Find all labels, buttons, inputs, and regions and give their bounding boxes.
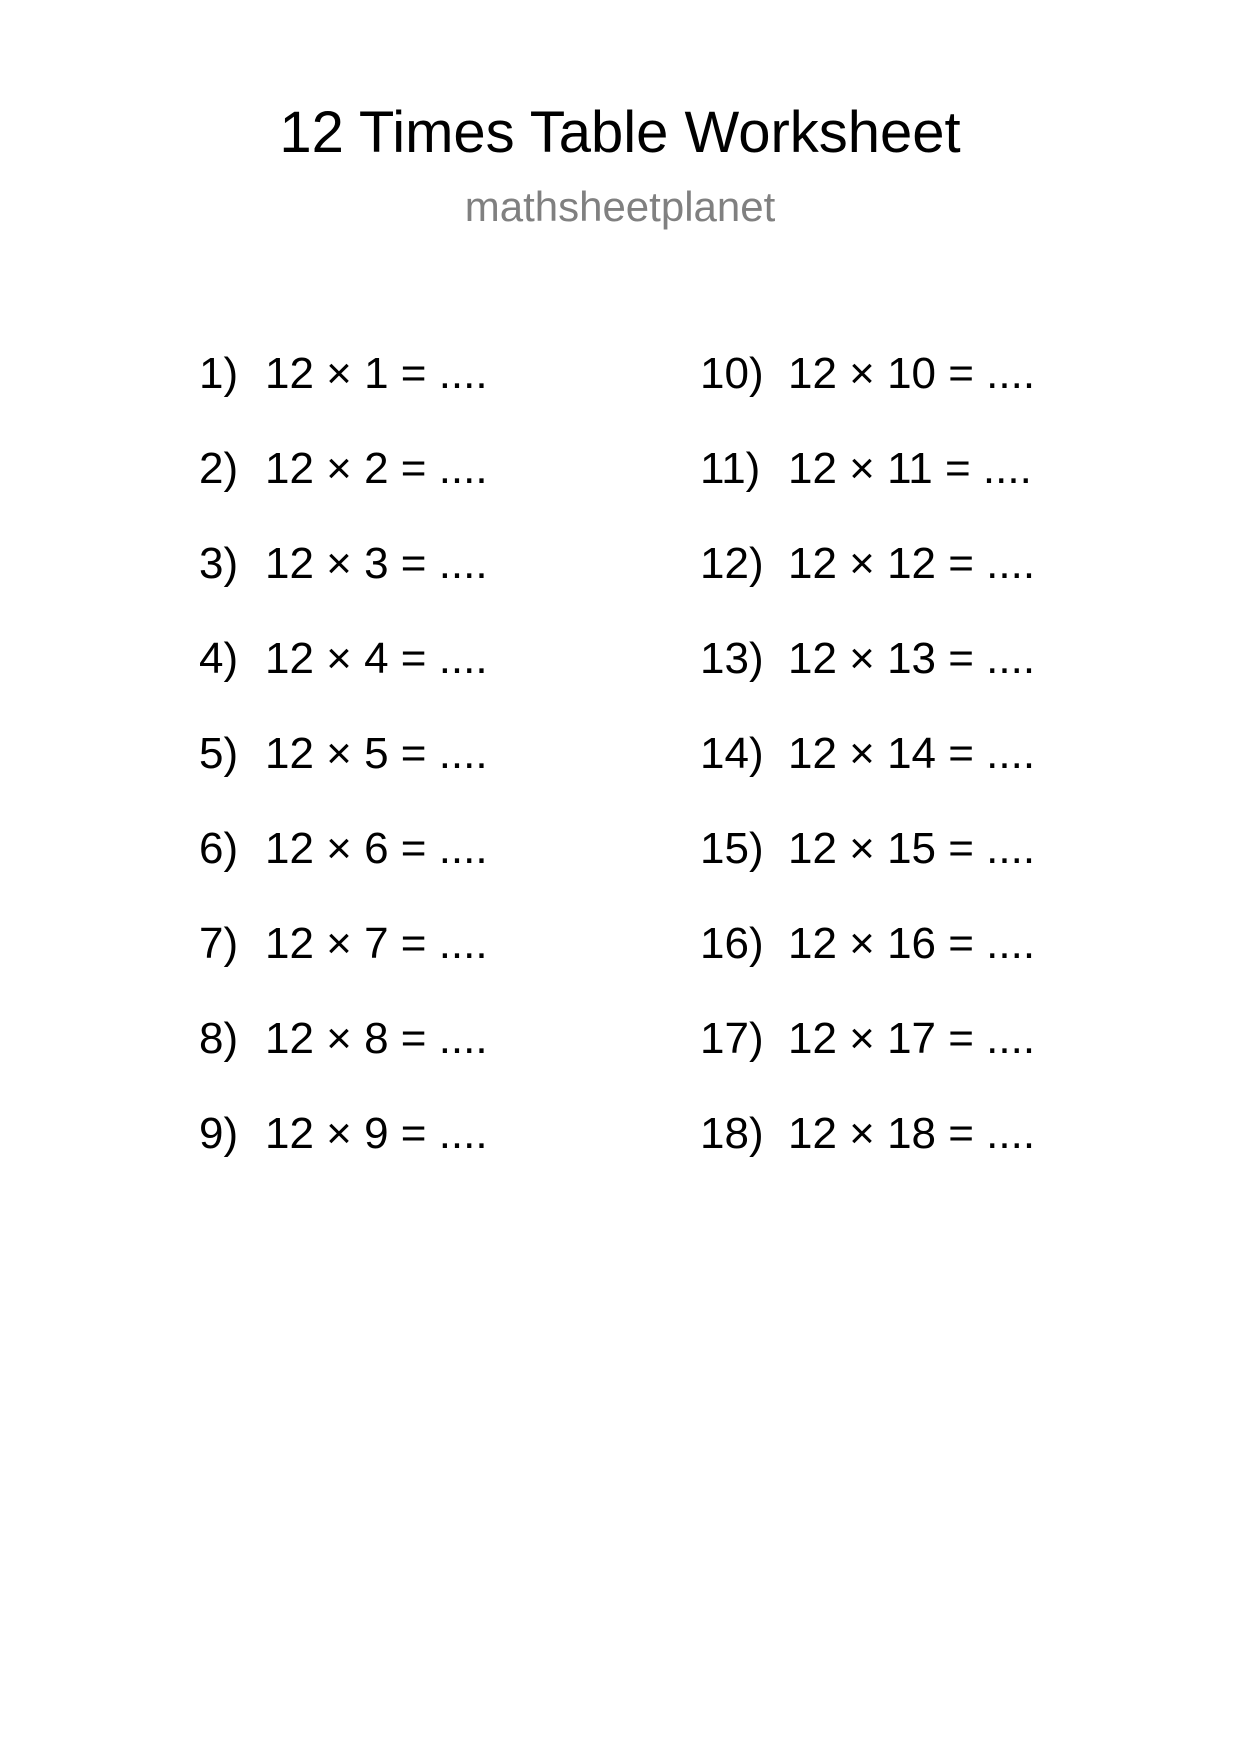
problem-item: [700, 1108, 1035, 1203]
problem-item: [199, 633, 488, 728]
worksheet-title: 12 Times Table Worksheet: [279, 100, 961, 165]
problem-number: 14): [700, 729, 764, 778]
problem-number: 13): [700, 634, 764, 683]
problem-number: 3): [199, 539, 239, 588]
problem-number: 2): [199, 444, 239, 493]
problem-expression: 12 × 1 = ....: [265, 349, 488, 398]
problem-expression: 12 × 15 = ....: [788, 824, 1036, 873]
problem-number: 1): [199, 349, 239, 398]
problem-number: 8): [199, 1014, 239, 1063]
problem-expression: 12 × 9 = ....: [265, 1109, 488, 1158]
problem-number: 7): [199, 919, 239, 968]
problem-number: 6): [199, 824, 239, 873]
problem-expression: 12 × 5 = ....: [265, 729, 488, 778]
problem-number: 17): [700, 1014, 764, 1063]
problem-number: 5): [199, 729, 239, 778]
problem-item: [700, 1013, 1035, 1108]
problem-expression: 12 × 14 = ....: [788, 729, 1036, 778]
problem-item: [199, 918, 488, 1013]
problem-number: 16): [700, 919, 764, 968]
problem-item: [199, 1013, 488, 1108]
problem-item: [700, 538, 1035, 633]
problem-column-left: [199, 348, 488, 1203]
problem-item: [199, 348, 488, 443]
problem-item: [700, 443, 1035, 538]
problem-expression: 12 × 13 = ....: [788, 634, 1036, 683]
problem-expression: 12 × 18 = ....: [788, 1109, 1036, 1158]
problem-expression: 12 × 3 = ....: [265, 539, 488, 588]
problem-expression: 12 × 8 = ....: [265, 1014, 488, 1063]
problem-number: 4): [199, 634, 239, 683]
problem-item: [199, 728, 488, 823]
problem-item: [700, 728, 1035, 823]
problem-item: [199, 1108, 488, 1203]
problem-expression: 12 × 16 = ....: [788, 919, 1036, 968]
problem-item: [700, 823, 1035, 918]
problem-number: 11): [700, 444, 761, 493]
problem-expression: 12 × 2 = ....: [265, 444, 488, 493]
problem-item: [199, 538, 488, 633]
problem-number: 18): [700, 1109, 764, 1158]
problem-expression: 12 × 17 = ....: [788, 1014, 1036, 1063]
problem-item: [199, 443, 488, 538]
problem-number: 12): [700, 539, 764, 588]
problem-item: [199, 823, 488, 918]
problem-item: [700, 918, 1035, 1013]
problem-item: [700, 633, 1035, 728]
problem-number: 10): [700, 349, 764, 398]
problem-expression: 12 × 10 = ....: [788, 349, 1036, 398]
problem-expression: 12 × 7 = ....: [265, 919, 488, 968]
problem-number: 9): [199, 1109, 239, 1158]
problem-expression: 12 × 11 = ....: [788, 444, 1032, 493]
problem-expression: 12 × 4 = ....: [265, 634, 488, 683]
problem-number: 15): [700, 824, 764, 873]
worksheet-subtitle: mathsheetplanet: [464, 183, 776, 230]
problem-item: [700, 348, 1035, 443]
problem-expression: 12 × 12 = ....: [788, 539, 1036, 588]
problem-column-right: [700, 348, 1035, 1203]
problem-expression: 12 × 6 = ....: [265, 824, 488, 873]
